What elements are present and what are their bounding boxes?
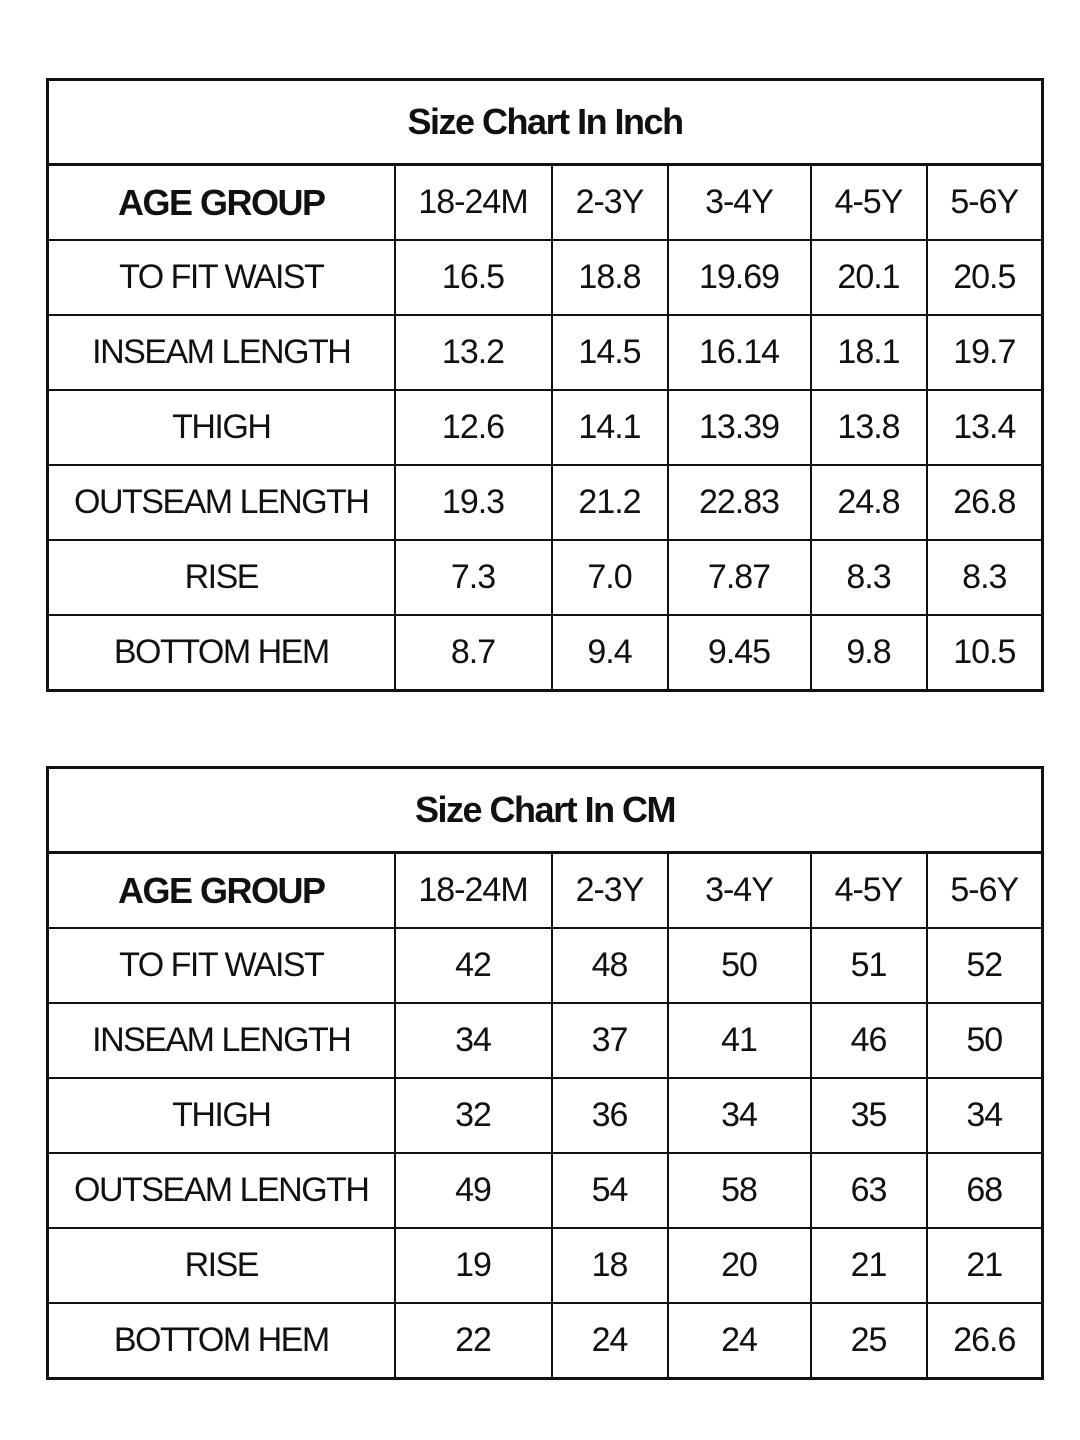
measurement-value: 58 bbox=[668, 1153, 811, 1228]
measurement-value: 18.8 bbox=[552, 240, 668, 315]
column-header: 5-6Y bbox=[927, 165, 1043, 241]
measurement-label: OUTSEAM LENGTH bbox=[48, 465, 395, 540]
measurement-value: 19.3 bbox=[395, 465, 552, 540]
measurement-value: 50 bbox=[668, 928, 811, 1003]
measurement-value: 54 bbox=[552, 1153, 668, 1228]
measurement-value: 12.6 bbox=[395, 390, 552, 465]
column-header: 2-3Y bbox=[552, 853, 668, 929]
measurement-value: 22 bbox=[395, 1303, 552, 1379]
measurement-value: 13.2 bbox=[395, 315, 552, 390]
measurement-label: INSEAM LENGTH bbox=[48, 315, 395, 390]
measurement-value: 36 bbox=[552, 1078, 668, 1153]
measurement-value: 7.3 bbox=[395, 540, 552, 615]
column-header: 4-5Y bbox=[811, 165, 927, 241]
measurement-value: 34 bbox=[927, 1078, 1043, 1153]
measurement-value: 8.3 bbox=[927, 540, 1043, 615]
table-row bbox=[48, 390, 1043, 465]
table-row bbox=[48, 615, 1043, 691]
column-header: 18-24M bbox=[395, 853, 552, 929]
measurement-value: 18 bbox=[552, 1228, 668, 1303]
measurement-value: 13.4 bbox=[927, 390, 1043, 465]
measurement-value: 8.3 bbox=[811, 540, 927, 615]
measurement-label: RISE bbox=[48, 540, 395, 615]
measurement-value: 25 bbox=[811, 1303, 927, 1379]
measurement-value: 9.8 bbox=[811, 615, 927, 691]
measurement-value: 50 bbox=[927, 1003, 1043, 1078]
measurement-value: 26.6 bbox=[927, 1303, 1043, 1379]
column-header: 2-3Y bbox=[552, 165, 668, 241]
measurement-value: 21.2 bbox=[552, 465, 668, 540]
table-row bbox=[48, 315, 1043, 390]
table-row bbox=[48, 540, 1043, 615]
measurement-value: 8.7 bbox=[395, 615, 552, 691]
measurement-value: 26.8 bbox=[927, 465, 1043, 540]
column-header: 5-6Y bbox=[927, 853, 1043, 929]
table-title-row bbox=[48, 80, 1043, 165]
age-group-header: AGE GROUP bbox=[48, 165, 395, 241]
measurement-value: 7.0 bbox=[552, 540, 668, 615]
measurement-value: 13.8 bbox=[811, 390, 927, 465]
table-row bbox=[48, 1078, 1043, 1153]
measurement-value: 19 bbox=[395, 1228, 552, 1303]
table-row bbox=[48, 240, 1043, 315]
table-row bbox=[48, 1228, 1043, 1303]
measurement-value: 9.4 bbox=[552, 615, 668, 691]
measurement-value: 34 bbox=[395, 1003, 552, 1078]
measurement-value: 41 bbox=[668, 1003, 811, 1078]
measurement-value: 19.69 bbox=[668, 240, 811, 315]
table-row bbox=[48, 1003, 1043, 1078]
measurement-value: 21 bbox=[811, 1228, 927, 1303]
measurement-value: 32 bbox=[395, 1078, 552, 1153]
measurement-label: THIGH bbox=[48, 390, 395, 465]
measurement-value: 20.5 bbox=[927, 240, 1043, 315]
column-header: 18-24M bbox=[395, 165, 552, 241]
measurement-value: 42 bbox=[395, 928, 552, 1003]
age-group-header: AGE GROUP bbox=[48, 853, 395, 929]
measurement-label: THIGH bbox=[48, 1078, 395, 1153]
column-header: 3-4Y bbox=[668, 165, 811, 241]
measurement-value: 24 bbox=[668, 1303, 811, 1379]
measurement-label: INSEAM LENGTH bbox=[48, 1003, 395, 1078]
measurement-value: 16.14 bbox=[668, 315, 811, 390]
table-row bbox=[48, 928, 1043, 1003]
measurement-label: OUTSEAM LENGTH bbox=[48, 1153, 395, 1228]
measurement-value: 10.5 bbox=[927, 615, 1043, 691]
size-chart-cm-table bbox=[46, 766, 1044, 1380]
measurement-label: RISE bbox=[48, 1228, 395, 1303]
measurement-value: 52 bbox=[927, 928, 1043, 1003]
measurement-value: 24.8 bbox=[811, 465, 927, 540]
table-row bbox=[48, 1303, 1043, 1379]
table-title: Size Chart In Inch bbox=[48, 80, 1043, 165]
column-header: 3-4Y bbox=[668, 853, 811, 929]
table-title: Size Chart In CM bbox=[48, 768, 1043, 853]
measurement-value: 20.1 bbox=[811, 240, 927, 315]
measurement-value: 14.1 bbox=[552, 390, 668, 465]
table-row bbox=[48, 465, 1043, 540]
measurement-value: 46 bbox=[811, 1003, 927, 1078]
measurement-value: 68 bbox=[927, 1153, 1043, 1228]
measurement-value: 51 bbox=[811, 928, 927, 1003]
measurement-value: 20 bbox=[668, 1228, 811, 1303]
measurement-value: 14.5 bbox=[552, 315, 668, 390]
measurement-label: BOTTOM HEM bbox=[48, 615, 395, 691]
measurement-value: 9.45 bbox=[668, 615, 811, 691]
measurement-value: 37 bbox=[552, 1003, 668, 1078]
measurement-value: 7.87 bbox=[668, 540, 811, 615]
measurement-value: 34 bbox=[668, 1078, 811, 1153]
measurement-value: 16.5 bbox=[395, 240, 552, 315]
measurement-label: BOTTOM HEM bbox=[48, 1303, 395, 1379]
measurement-value: 49 bbox=[395, 1153, 552, 1228]
measurement-value: 21 bbox=[927, 1228, 1043, 1303]
measurement-value: 19.7 bbox=[927, 315, 1043, 390]
measurement-value: 13.39 bbox=[668, 390, 811, 465]
header-row bbox=[48, 853, 1043, 929]
measurement-value: 48 bbox=[552, 928, 668, 1003]
size-chart-inch-table bbox=[46, 78, 1044, 692]
header-row bbox=[48, 165, 1043, 241]
measurement-value: 63 bbox=[811, 1153, 927, 1228]
measurement-label: TO FIT WAIST bbox=[48, 240, 395, 315]
measurement-value: 18.1 bbox=[811, 315, 927, 390]
table-row bbox=[48, 1153, 1043, 1228]
measurement-label: TO FIT WAIST bbox=[48, 928, 395, 1003]
measurement-value: 22.83 bbox=[668, 465, 811, 540]
column-header: 4-5Y bbox=[811, 853, 927, 929]
table-title-row bbox=[48, 768, 1043, 853]
measurement-value: 35 bbox=[811, 1078, 927, 1153]
measurement-value: 24 bbox=[552, 1303, 668, 1379]
